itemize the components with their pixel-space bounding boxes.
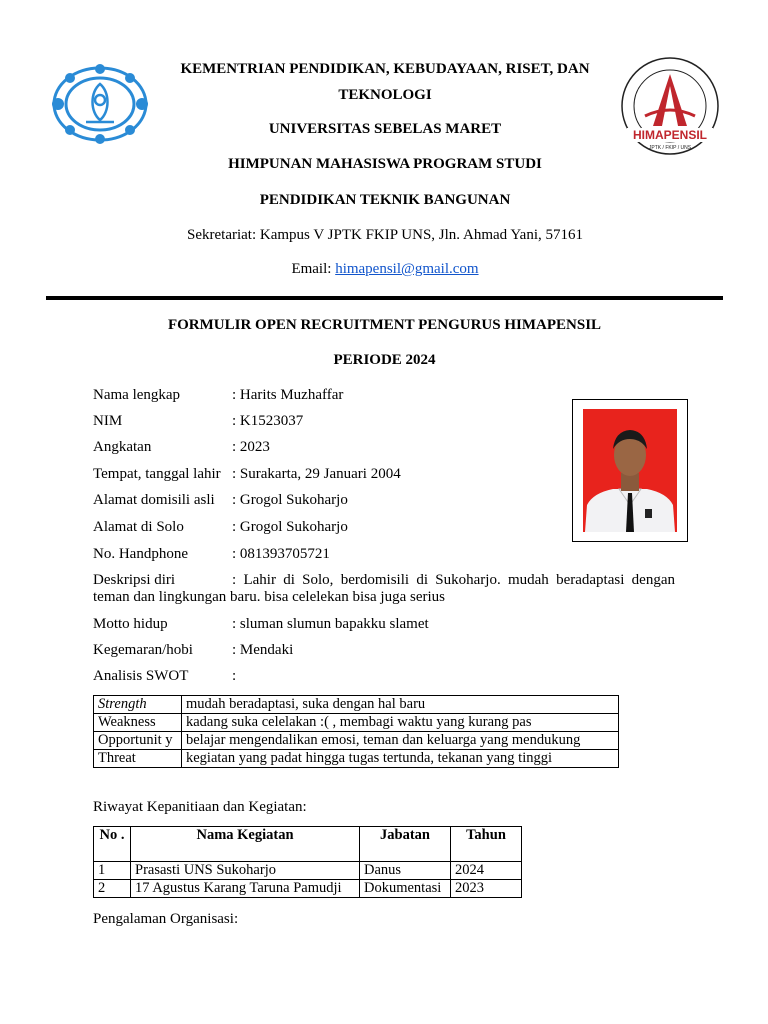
- column-header: No .: [94, 827, 131, 862]
- email-label: Email:: [291, 261, 336, 277]
- university-name: UNIVERSITAS SEBELAS MARET: [268, 121, 502, 137]
- header-divider: [46, 296, 723, 300]
- field-birth: [93, 466, 401, 483]
- field-phone: [93, 546, 330, 563]
- himapensil-logo: [615, 56, 725, 160]
- cell-year: 2024: [451, 862, 522, 880]
- organization-heading: Pengalaman Organisasi:: [93, 911, 239, 927]
- field-label: Nama lengkap: [93, 387, 181, 403]
- table-row: [94, 696, 619, 714]
- table-row: [94, 732, 619, 750]
- field-nim: [93, 413, 303, 430]
- cell-role: Danus: [360, 862, 451, 880]
- field-value: : Surakarta, 29 Januari 2004: [232, 466, 401, 482]
- email-link[interactable]: himapensil@gmail.com: [335, 261, 479, 277]
- swot-key: Strength: [94, 696, 182, 714]
- form-title: FORMULIR OPEN RECRUITMENT PENGURUS HIMAPENSIL: [167, 317, 602, 333]
- field-value: : Grogol Sukoharjo: [232, 492, 348, 508]
- swot-value: mudah beradaptasi, suka dengan hal baru: [182, 696, 619, 714]
- table-row: [94, 880, 522, 898]
- field-hobby: [93, 642, 293, 659]
- field-description: [93, 572, 675, 606]
- field-label: Deskripsi diri: [93, 572, 176, 588]
- logo-right-text: HIMAPENSIL: [632, 128, 708, 142]
- field-label: Angkatan: [93, 439, 152, 455]
- field-label: Alamat di Solo: [93, 519, 184, 535]
- field-value: : 081393705721: [232, 546, 330, 562]
- table-row: [94, 862, 522, 880]
- field-value: : Mendaki: [232, 642, 294, 658]
- ministry-line-2: TEKNOLOGI: [338, 87, 432, 103]
- field-swot: [93, 668, 236, 685]
- activities-table: [93, 826, 522, 898]
- cell-role: Dokumentasi: [360, 880, 451, 898]
- cell-name: 17 Agustus Karang Taruna Pamudji: [131, 880, 360, 898]
- swot-key: Opportunit y: [94, 732, 182, 750]
- applicant-photo: [572, 399, 688, 542]
- university-logo: [50, 64, 150, 144]
- logo-right-sub: JPTK / FKIP / UNS: [648, 145, 692, 151]
- ministry-line-1: KEMENTRIAN PENDIDIKAN, KEBUDAYAAN, RISET, DAN: [180, 61, 590, 77]
- swot-value: belajar mengendalikan emosi, teman dan keluarga yang mendukung: [182, 732, 619, 750]
- table-row: [94, 750, 619, 768]
- form-period: PERIODE 2024: [333, 352, 436, 368]
- field-name: [93, 387, 343, 404]
- field-solo-address: [93, 519, 348, 536]
- field-year: [93, 439, 270, 456]
- portrait-image: [583, 409, 677, 532]
- swot-value: kadang suka celelakan :( , membagi waktu yang kurang pas: [182, 714, 619, 732]
- field-value: : Harits Muzhaffar: [232, 387, 344, 403]
- field-value: : sluman slumun bapakku slamet: [232, 616, 429, 632]
- swot-table: [93, 695, 619, 768]
- field-label: NIM: [93, 413, 123, 429]
- field-motto: [93, 616, 429, 633]
- secretariat-address: Sekretariat: Kampus V JPTK FKIP UNS, Jln. Ahmad Yani, 57161: [187, 227, 583, 243]
- field-value: :: [232, 668, 237, 684]
- field-label: No. Handphone: [93, 546, 188, 562]
- field-label: Motto hidup: [93, 616, 168, 632]
- study-program: PENDIDIKAN TEKNIK BANGUNAN: [259, 192, 511, 208]
- column-header: Nama Kegiatan: [131, 827, 360, 862]
- organization-name: HIMPUNAN MAHASISWA PROGRAM STUDI: [228, 156, 542, 172]
- email-line: [120, 261, 650, 278]
- field-label: Alamat domisili asli: [93, 492, 215, 508]
- field-label: Tempat, tanggal lahir: [93, 466, 221, 482]
- table-row: [94, 714, 619, 732]
- field-home-address: [93, 492, 348, 509]
- column-header: Tahun: [451, 827, 522, 862]
- swot-key: Weakness: [94, 714, 182, 732]
- field-label: Kegemaran/hobi: [93, 642, 193, 658]
- swot-key: Threat: [94, 750, 182, 768]
- cell-no: 1: [94, 862, 131, 880]
- table-header-row: [94, 827, 522, 862]
- cell-name: Prasasti UNS Sukoharjo: [131, 862, 360, 880]
- field-value: : Lahir di Solo, berdomisili di Sukoharjo. mudah beradaptasi dengan teman dan lingkungan baru. bisa celelekan bisa juga serius: [93, 572, 675, 605]
- column-header: Jabatan: [360, 827, 451, 862]
- field-value: : K1523037: [232, 413, 304, 429]
- field-label: Analisis SWOT: [93, 668, 189, 684]
- field-value: : 2023: [232, 439, 270, 455]
- cell-no: 2: [94, 880, 131, 898]
- activities-heading: Riwayat Kepanitiaan dan Kegiatan:: [93, 799, 307, 815]
- swot-value: kegiatan yang padat hingga tugas tertunda, tekanan yang tinggi: [182, 750, 619, 768]
- cell-year: 2023: [451, 880, 522, 898]
- field-value: : Grogol Sukoharjo: [232, 519, 348, 535]
